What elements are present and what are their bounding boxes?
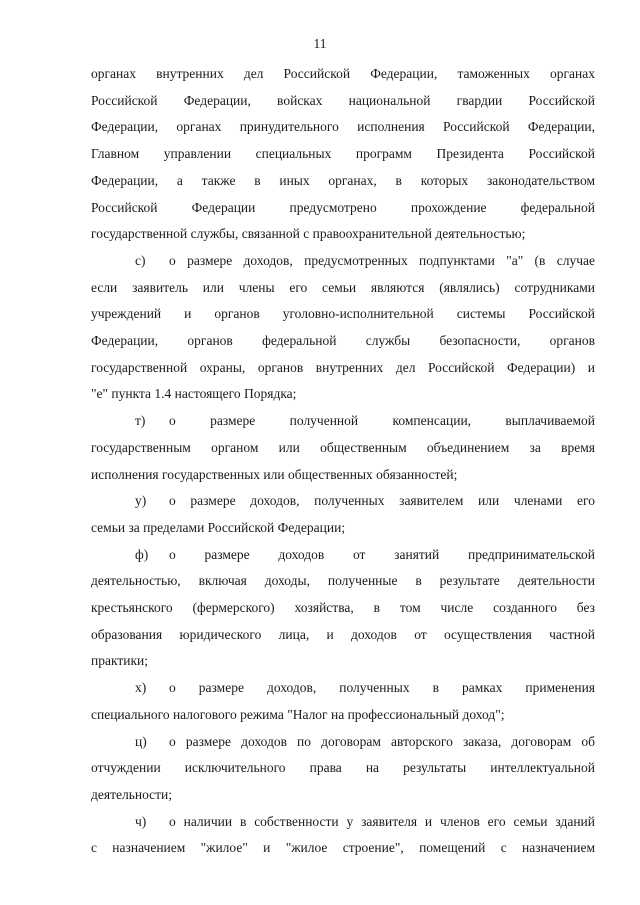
text-line: Главном управлении специальных программ Президента Российской bbox=[91, 146, 595, 162]
text-line: учреждений и органов уголовно-исполнительной системы Российской bbox=[91, 306, 595, 322]
paragraph-item-f bbox=[91, 542, 595, 676]
text-line: с назначением "жилое" и "жилое строение", помещений с назначением bbox=[91, 840, 595, 856]
text-line: исполнения государственных или общественных обязанностей; bbox=[91, 466, 458, 482]
text-line bbox=[91, 248, 595, 275]
text-line: крестьянского (фермерского) хозяйства, в том числе созданного без bbox=[91, 600, 595, 616]
text-line bbox=[91, 809, 595, 836]
text-line bbox=[91, 729, 595, 756]
text-line: государственной службы, связанной с правоохранительной деятельностью; bbox=[91, 226, 526, 242]
text-line-content: о размере доходов от занятий предпринимательской bbox=[169, 546, 595, 562]
text-line: отчуждении исключительного права на результаты интеллектуальной bbox=[91, 760, 595, 776]
paragraph-item-s bbox=[91, 248, 595, 408]
text-line bbox=[91, 675, 595, 702]
text-line: деятельностью, включая доходы, полученные в результате деятельности bbox=[91, 573, 595, 589]
paragraph-item-u bbox=[91, 488, 595, 541]
text-line-content: о размере доходов, полученных в рамках применения bbox=[169, 680, 595, 696]
text-line: государственной охраны, органов внутренних дел Российской Федерации) и bbox=[91, 359, 595, 375]
list-marker: т) bbox=[135, 413, 146, 429]
text-line-content: о размере доходов по договорам авторского заказа, договорам об bbox=[169, 733, 595, 749]
list-marker: у) bbox=[135, 493, 147, 509]
text-line-content: о размере доходов, предусмотренных подпунктами "а" (в случае bbox=[169, 252, 595, 268]
list-marker: ч) bbox=[135, 813, 147, 829]
text-line-content: о наличии в собственности у заявителя и членов его семьи зданий bbox=[169, 813, 595, 829]
paragraph-item-ch bbox=[91, 809, 595, 862]
text-line bbox=[91, 488, 595, 515]
text-line: практики; bbox=[91, 653, 149, 669]
list-marker: с) bbox=[135, 252, 146, 268]
text-line: Российской Федерации, войсках национальной гвардии Российской bbox=[91, 92, 595, 108]
text-line-content: о размере полученной компенсации, выплачиваемой bbox=[169, 413, 595, 429]
text-line bbox=[91, 542, 595, 569]
paragraph-item-kh bbox=[91, 675, 595, 728]
text-line: государственным органом или общественным объединением за время bbox=[91, 439, 595, 455]
paragraph-item-ts bbox=[91, 729, 595, 809]
text-line: Федерации, а также в иных органах, в которых законодательством bbox=[91, 172, 595, 188]
list-marker: ц) bbox=[135, 733, 147, 749]
text-line bbox=[91, 408, 595, 435]
text-line: органах внутренних дел Российской Федерации, таможенных органах bbox=[91, 66, 595, 81]
text-line: если заявитель или члены его семьи являются (являлись) сотрудниками bbox=[91, 279, 595, 295]
text-line: семьи за пределами Российской Федерации; bbox=[91, 519, 346, 535]
text-line: "е" пункта 1.4 настоящего Порядка; bbox=[91, 386, 297, 402]
text-line: деятельности; bbox=[91, 786, 173, 802]
list-marker: х) bbox=[135, 680, 147, 696]
paragraph-continuation bbox=[91, 61, 595, 248]
list-marker: ф) bbox=[135, 546, 149, 562]
paragraph-item-t bbox=[91, 408, 595, 488]
text-line: специального налогового режима "Налог на профессиональный доход"; bbox=[91, 706, 505, 722]
text-line: образования юридического лица, и доходов от осуществления частной bbox=[91, 626, 595, 642]
page-number: 11 bbox=[313, 36, 327, 51]
text-line: Федерации, органах принудительного исполнения Российской Федерации, bbox=[91, 119, 595, 135]
text-line: Федерации, органов федеральной службы безопасности, органов bbox=[91, 333, 595, 349]
document-body bbox=[91, 61, 595, 862]
text-line: Российской Федерации предусмотрено прохождение федеральной bbox=[91, 199, 595, 215]
text-line-content: о размере доходов, полученных заявителем или членами его bbox=[169, 493, 595, 509]
